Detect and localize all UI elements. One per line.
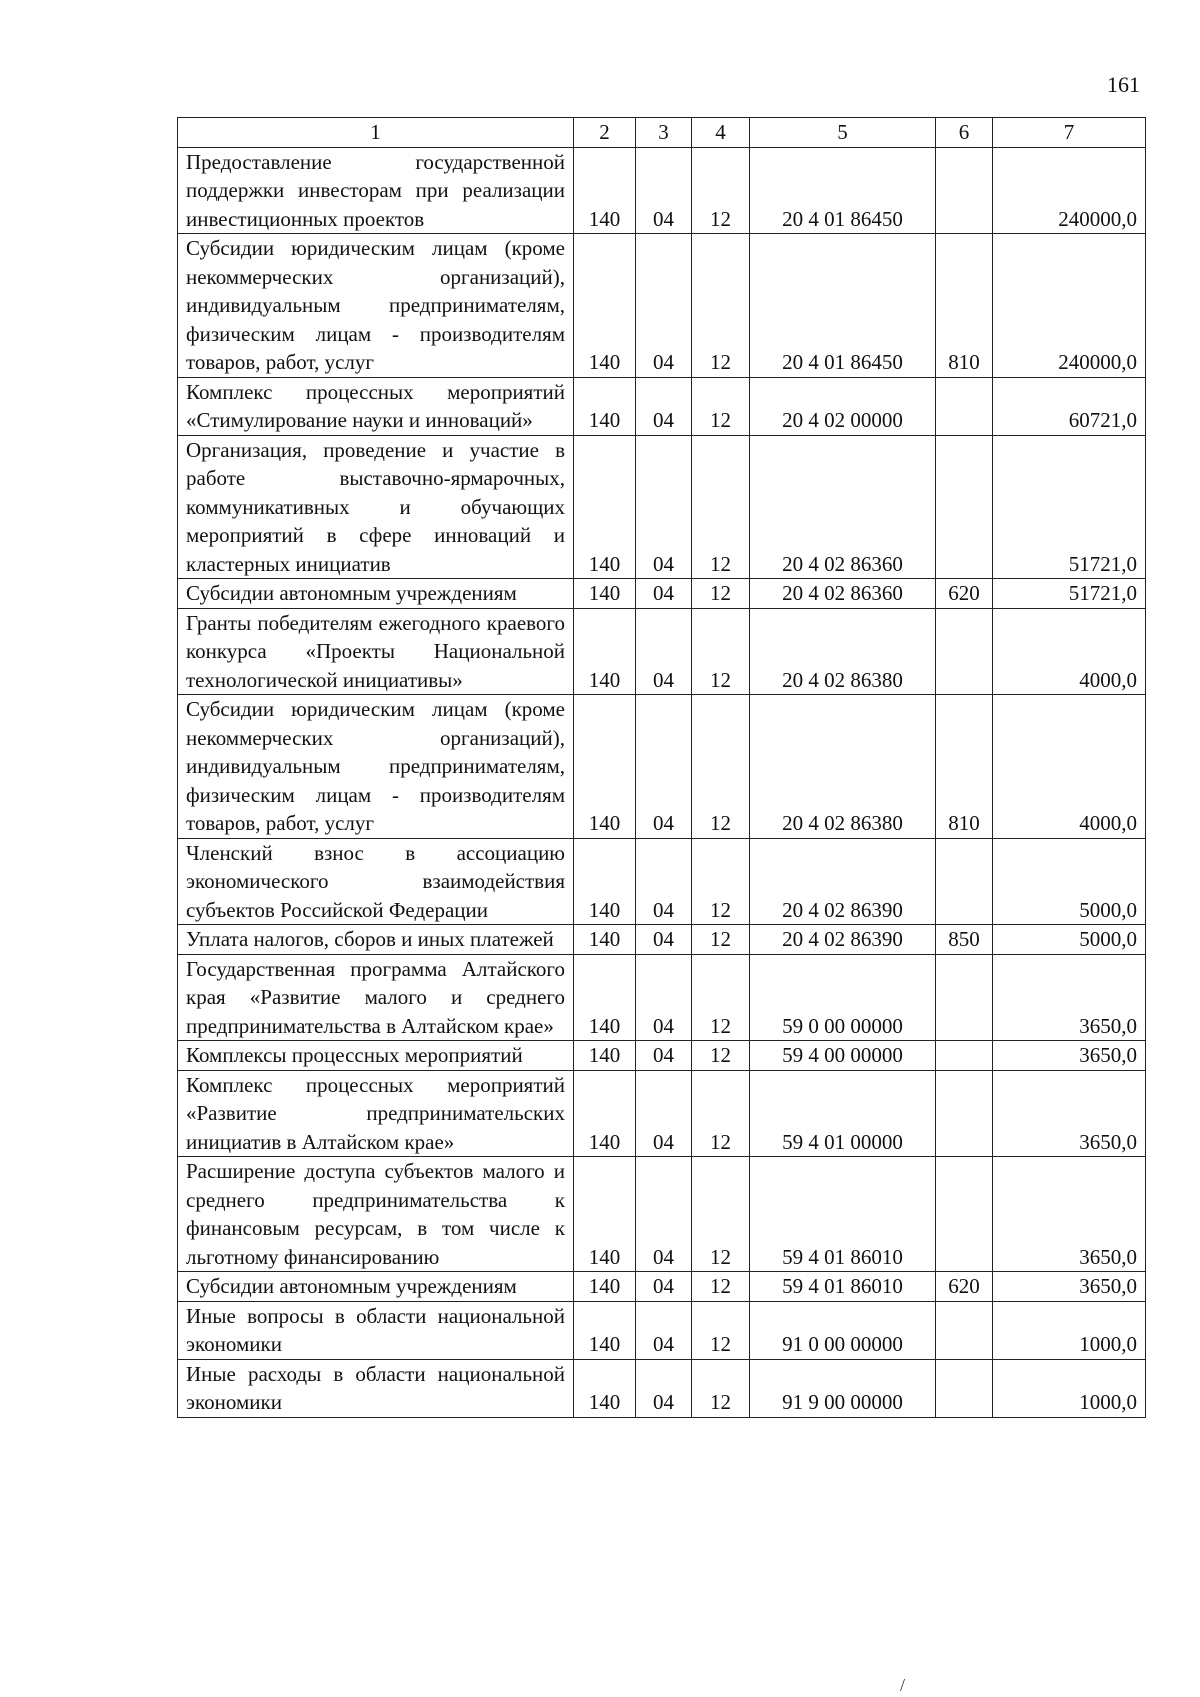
- row-col-6-cell: 850: [936, 925, 993, 955]
- page-number: 161: [1107, 72, 1140, 97]
- row-name-cell: Субсидии автономным учреждениям: [178, 579, 574, 609]
- row-col-2-cell: 140: [574, 838, 636, 925]
- row-col-5-cell: 20 4 02 86360: [750, 435, 936, 579]
- row-col-6-cell: [936, 1070, 993, 1157]
- row-col-3-cell: 04: [636, 1041, 692, 1071]
- table-row: [178, 234, 1146, 378]
- table-row: [178, 1041, 1146, 1071]
- row-col-7-cell: 4000,0: [993, 608, 1146, 695]
- row-col-7-cell: 3650,0: [993, 1272, 1146, 1302]
- row-col-7-cell: 51721,0: [993, 579, 1146, 609]
- row-col-2-cell: 140: [574, 695, 636, 839]
- row-col-7-cell: 240000,0: [993, 147, 1146, 234]
- header-col-3: 3: [636, 118, 692, 148]
- row-col-5-cell: 20 4 02 86390: [750, 838, 936, 925]
- row-col-7-cell: 60721,0: [993, 377, 1146, 435]
- row-col-2-cell: 140: [574, 1041, 636, 1071]
- row-col-2-cell: 140: [574, 147, 636, 234]
- row-col-5-cell: 91 0 00 00000: [750, 1301, 936, 1359]
- row-col-4-cell: 12: [692, 695, 750, 839]
- row-col-5-cell: 20 4 02 86380: [750, 695, 936, 839]
- table-row: [178, 579, 1146, 609]
- header-col-4: 4: [692, 118, 750, 148]
- row-col-6-cell: [936, 954, 993, 1041]
- row-name-cell: Уплата налогов, сборов и иных платежей: [178, 925, 574, 955]
- row-col-3-cell: 04: [636, 608, 692, 695]
- row-name-cell: Комплекс процессных мероприятий «Стимулирование науки и инноваций»: [178, 377, 574, 435]
- row-name-cell: Субсидии автономным учреждениям: [178, 1272, 574, 1302]
- row-col-2-cell: 140: [574, 1157, 636, 1272]
- row-col-3-cell: 04: [636, 954, 692, 1041]
- row-col-7-cell: 5000,0: [993, 925, 1146, 955]
- row-col-5-cell: 20 4 01 86450: [750, 234, 936, 378]
- row-col-3-cell: 04: [636, 377, 692, 435]
- row-col-3-cell: 04: [636, 234, 692, 378]
- row-col-6-cell: 810: [936, 695, 993, 839]
- row-col-4-cell: 12: [692, 1359, 750, 1417]
- row-col-5-cell: 20 4 02 86380: [750, 608, 936, 695]
- row-col-3-cell: 04: [636, 147, 692, 234]
- row-col-2-cell: 140: [574, 435, 636, 579]
- table-row: [178, 1070, 1146, 1157]
- row-col-6-cell: [936, 1359, 993, 1417]
- row-col-4-cell: 12: [692, 579, 750, 609]
- scan-mark: /: [900, 1675, 906, 1695]
- row-col-2-cell: 140: [574, 608, 636, 695]
- row-name-cell: Субсидии юридическим лицам (кроме некоммерческих организаций), индивидуальным предпринимателям, физическим лицам - производителям товаров, работ, услуг: [178, 234, 574, 378]
- table-row: [178, 147, 1146, 234]
- row-col-6-cell: 810: [936, 234, 993, 378]
- row-col-6-cell: [936, 608, 993, 695]
- row-col-4-cell: 12: [692, 1157, 750, 1272]
- row-col-4-cell: 12: [692, 838, 750, 925]
- row-col-6-cell: [936, 147, 993, 234]
- row-col-6-cell: [936, 1041, 993, 1071]
- header-col-7: 7: [993, 118, 1146, 148]
- row-col-4-cell: 12: [692, 147, 750, 234]
- row-col-7-cell: 1000,0: [993, 1301, 1146, 1359]
- row-col-2-cell: 140: [574, 377, 636, 435]
- row-col-5-cell: 59 0 00 00000: [750, 954, 936, 1041]
- row-col-2-cell: 140: [574, 1359, 636, 1417]
- header-col-6: 6: [936, 118, 993, 148]
- table-row: [178, 1157, 1146, 1272]
- header-row: [178, 118, 1146, 148]
- header-col-2: 2: [574, 118, 636, 148]
- row-col-4-cell: 12: [692, 954, 750, 1041]
- row-col-5-cell: 59 4 01 86010: [750, 1272, 936, 1302]
- row-col-3-cell: 04: [636, 1070, 692, 1157]
- row-col-5-cell: 20 4 01 86450: [750, 147, 936, 234]
- row-col-5-cell: 91 9 00 00000: [750, 1359, 936, 1417]
- row-col-7-cell: 4000,0: [993, 695, 1146, 839]
- row-col-4-cell: 12: [692, 925, 750, 955]
- row-col-7-cell: 5000,0: [993, 838, 1146, 925]
- table-row: [178, 608, 1146, 695]
- row-col-4-cell: 12: [692, 1070, 750, 1157]
- table-row: [178, 954, 1146, 1041]
- table-body: [178, 147, 1146, 1417]
- row-name-cell: Комплекс процессных мероприятий «Развитие предпринимательских инициатив в Алтайском крае»: [178, 1070, 574, 1157]
- table-row: [178, 435, 1146, 579]
- row-col-4-cell: 12: [692, 435, 750, 579]
- row-name-cell: Иные вопросы в области национальной экономики: [178, 1301, 574, 1359]
- row-col-2-cell: 140: [574, 1070, 636, 1157]
- header-col-5: 5: [750, 118, 936, 148]
- budget-table: [177, 117, 1146, 1418]
- row-col-2-cell: 140: [574, 1272, 636, 1302]
- row-col-2-cell: 140: [574, 579, 636, 609]
- row-name-cell: Членский взнос в ассоциацию экономического взаимодействия субъектов Российской Федерации: [178, 838, 574, 925]
- table-row: [178, 1301, 1146, 1359]
- row-col-6-cell: 620: [936, 579, 993, 609]
- row-col-6-cell: [936, 435, 993, 579]
- row-col-4-cell: 12: [692, 1301, 750, 1359]
- row-col-7-cell: 3650,0: [993, 1070, 1146, 1157]
- row-col-6-cell: 620: [936, 1272, 993, 1302]
- row-col-3-cell: 04: [636, 925, 692, 955]
- row-name-cell: Государственная программа Алтайского края «Развитие малого и среднего предпринимательства в Алтайском крае»: [178, 954, 574, 1041]
- table-row: [178, 838, 1146, 925]
- row-col-3-cell: 04: [636, 695, 692, 839]
- row-col-5-cell: 59 4 01 86010: [750, 1157, 936, 1272]
- row-col-7-cell: 1000,0: [993, 1359, 1146, 1417]
- row-col-4-cell: 12: [692, 1041, 750, 1071]
- row-col-4-cell: 12: [692, 1272, 750, 1302]
- row-col-7-cell: 3650,0: [993, 1157, 1146, 1272]
- row-col-3-cell: 04: [636, 1157, 692, 1272]
- row-col-5-cell: 20 4 02 86390: [750, 925, 936, 955]
- row-col-6-cell: [936, 838, 993, 925]
- row-col-3-cell: 04: [636, 1272, 692, 1302]
- row-name-cell: Расширение доступа субъектов малого и среднего предпринимательства к финансовым ресурсам, в том числе к льготному финансированию: [178, 1157, 574, 1272]
- row-col-7-cell: 3650,0: [993, 1041, 1146, 1071]
- row-col-3-cell: 04: [636, 579, 692, 609]
- table-row: [178, 1359, 1146, 1417]
- row-col-5-cell: 59 4 01 00000: [750, 1070, 936, 1157]
- table-row: [178, 1272, 1146, 1302]
- row-col-5-cell: 59 4 00 00000: [750, 1041, 936, 1071]
- row-col-3-cell: 04: [636, 838, 692, 925]
- row-name-cell: Организация, проведение и участие в работе выставочно-ярмарочных, коммуникативных и обучающих мероприятий в сфере инноваций и кластерных инициатив: [178, 435, 574, 579]
- row-col-7-cell: 240000,0: [993, 234, 1146, 378]
- row-name-cell: Комплексы процессных мероприятий: [178, 1041, 574, 1071]
- row-col-2-cell: 140: [574, 1301, 636, 1359]
- row-col-6-cell: [936, 377, 993, 435]
- header-col-1: 1: [178, 118, 574, 148]
- row-name-cell: Предоставление государственной поддержки инвесторам при реализации инвестиционных проектов: [178, 147, 574, 234]
- row-col-4-cell: 12: [692, 377, 750, 435]
- row-col-3-cell: 04: [636, 1359, 692, 1417]
- row-col-3-cell: 04: [636, 1301, 692, 1359]
- row-col-2-cell: 140: [574, 954, 636, 1041]
- row-col-5-cell: 20 4 02 00000: [750, 377, 936, 435]
- row-col-4-cell: 12: [692, 234, 750, 378]
- row-col-6-cell: [936, 1301, 993, 1359]
- row-col-3-cell: 04: [636, 435, 692, 579]
- row-col-2-cell: 140: [574, 234, 636, 378]
- row-name-cell: Субсидии юридическим лицам (кроме некоммерческих организаций), индивидуальным предпринимателям, физическим лицам - производителям товаров, работ, услуг: [178, 695, 574, 839]
- row-col-4-cell: 12: [692, 608, 750, 695]
- table-row: [178, 377, 1146, 435]
- row-col-2-cell: 140: [574, 925, 636, 955]
- table-row: [178, 925, 1146, 955]
- row-col-6-cell: [936, 1157, 993, 1272]
- row-col-7-cell: 51721,0: [993, 435, 1146, 579]
- row-name-cell: Иные расходы в области национальной экономики: [178, 1359, 574, 1417]
- table-row: [178, 695, 1146, 839]
- row-col-7-cell: 3650,0: [993, 954, 1146, 1041]
- row-name-cell: Гранты победителям ежегодного краевого конкурса «Проекты Национальной технологической инициативы»: [178, 608, 574, 695]
- row-col-5-cell: 20 4 02 86360: [750, 579, 936, 609]
